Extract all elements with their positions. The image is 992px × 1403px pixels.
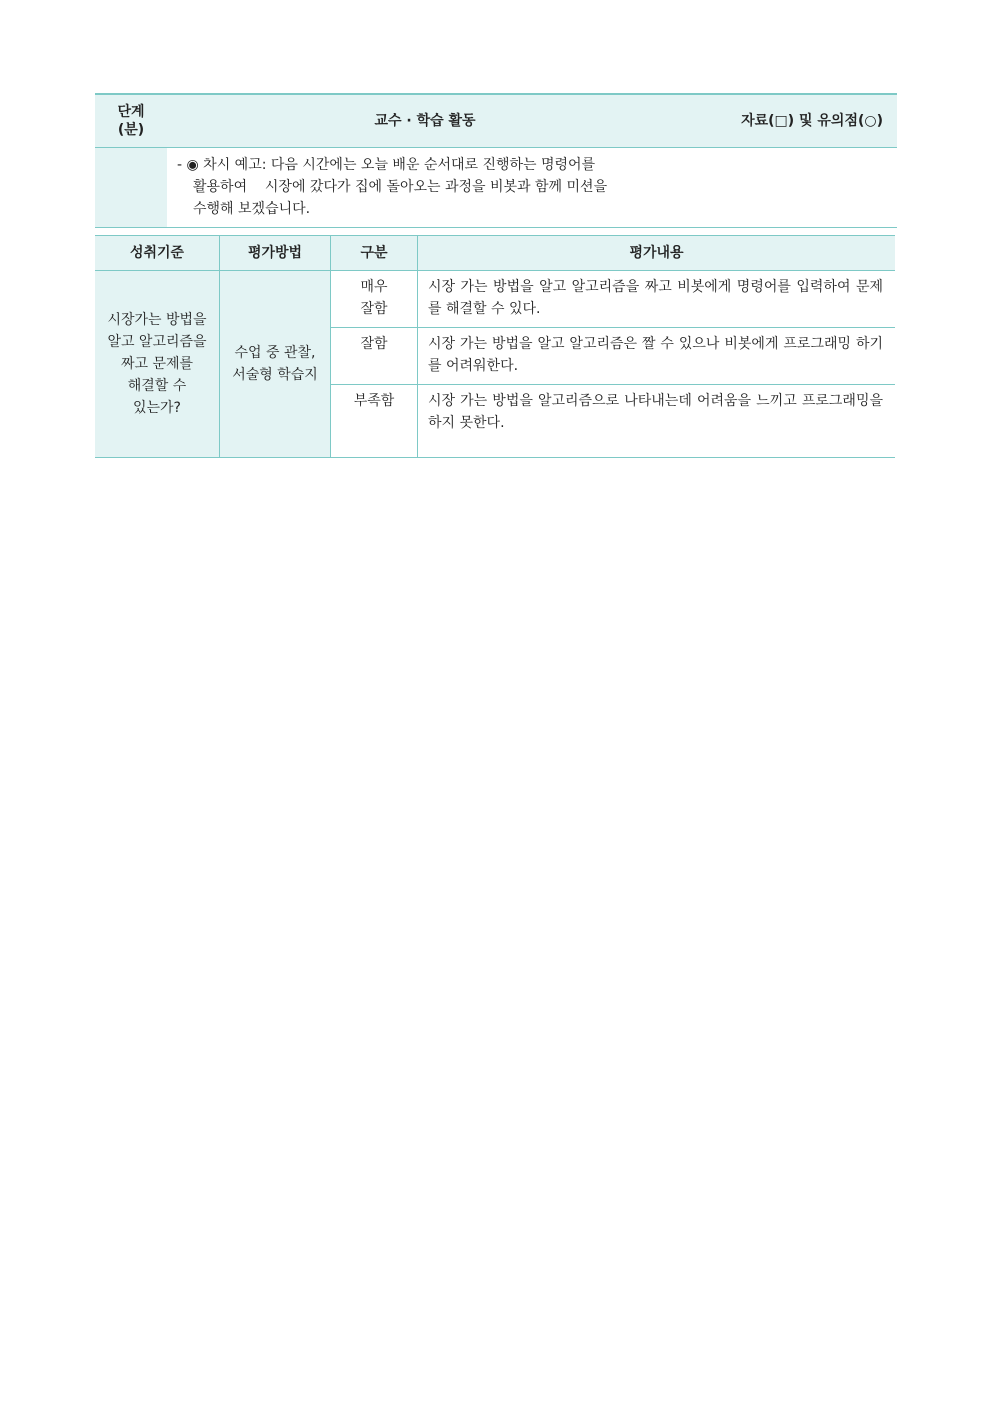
evaluation-method-cell — [220, 271, 331, 458]
evaluation-row — [95, 271, 895, 328]
level-line: 잘함 — [360, 336, 388, 352]
lesson-body-row — [95, 148, 897, 228]
level-line: 잘함 — [360, 301, 388, 317]
criterion-line: 짜고 문제를 — [120, 356, 194, 372]
evaluation-table — [95, 235, 895, 458]
criterion-line: 알고 알고리즘을 — [107, 334, 207, 350]
criterion-line: 시장가는 방법을 — [107, 312, 207, 328]
activity-cell — [167, 148, 683, 228]
stage-header-line2: (분) — [117, 122, 145, 138]
method-line: 서술형 학습지 — [232, 367, 318, 383]
level-line: 매우 — [360, 279, 388, 295]
level-header: 구분 — [331, 236, 418, 271]
achievement-criterion-cell — [95, 271, 220, 458]
evaluation-content-cell: 시장 가는 방법을 알고 알고리즘을 짜고 비봇에게 명령어를 입력하여 문제를 해결할 수 있다. — [418, 271, 896, 328]
level-cell — [331, 271, 418, 328]
level-line: 부족함 — [353, 393, 395, 409]
activity-header: 교수 · 학습 활동 — [167, 94, 683, 148]
evaluation-header-row — [95, 236, 895, 271]
level-cell — [331, 328, 418, 385]
stage-cell — [95, 148, 167, 228]
activity-line: - ◉ 차시 예고: 다음 시간에는 오늘 배운 순서대로 진행하는 명령어를 — [177, 157, 596, 173]
method-line: 수업 중 관찰, — [234, 345, 316, 361]
content-header: 평가내용 — [418, 236, 896, 271]
lesson-activity-table — [95, 93, 897, 228]
notes-cell — [683, 148, 897, 228]
lesson-header-row — [95, 94, 897, 148]
criterion-line: 해결할 수 — [127, 378, 187, 394]
level-cell — [331, 385, 418, 458]
activity-line: 수행해 보겠습니다. — [193, 201, 311, 217]
criterion-header: 성취기준 — [95, 236, 220, 271]
notes-header: 자료(□) 및 유의점(○) — [683, 94, 897, 148]
evaluation-content-cell: 시장 가는 방법을 알고리즘으로 나타내는데 어려움을 느끼고 프로그래밍을 하지 못한다. — [418, 385, 896, 458]
criterion-line: 있는가? — [132, 400, 181, 416]
stage-header — [95, 94, 167, 148]
activity-line: 활용하여 시장에 갔다가 집에 돌아오는 과정을 비봇과 함께 미션을 — [193, 179, 608, 195]
evaluation-content-cell: 시장 가는 방법을 알고 알고리즘은 짤 수 있으나 비봇에게 프로그래밍 하기를 어려워한다. — [418, 328, 896, 385]
stage-header-line1: 단계 — [117, 104, 145, 120]
method-header: 평가방법 — [220, 236, 331, 271]
